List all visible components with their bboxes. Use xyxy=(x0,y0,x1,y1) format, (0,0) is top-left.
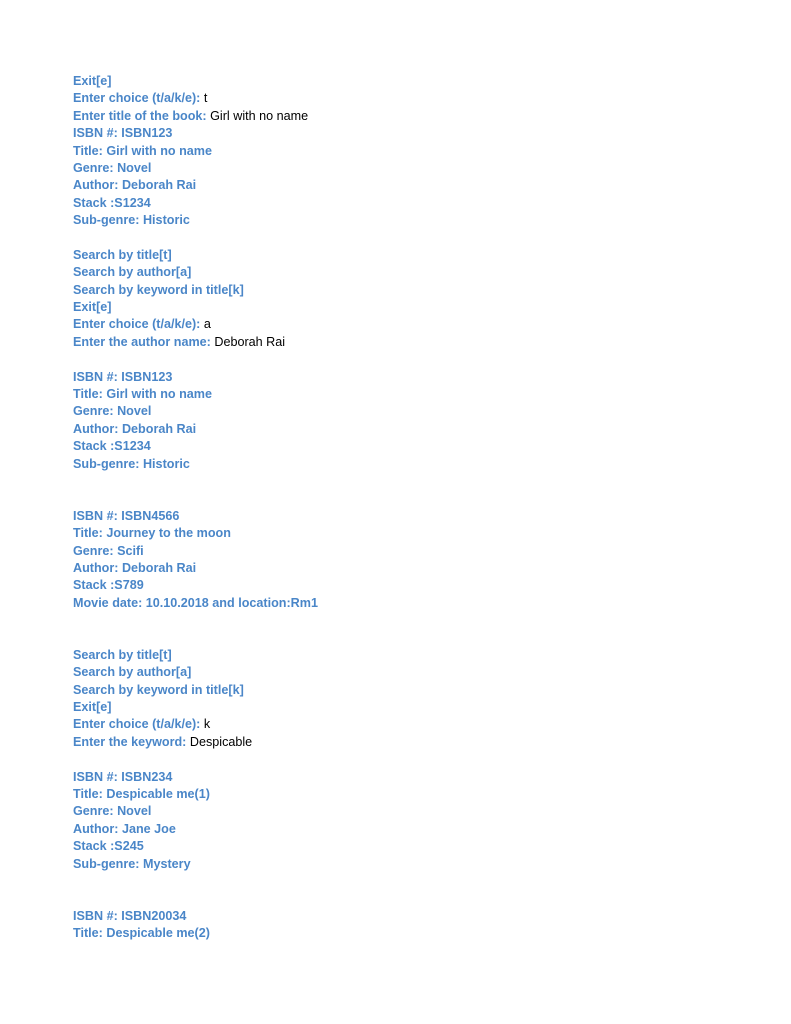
transcript-line xyxy=(73,177,753,194)
output-text: Title: Despicable me(1) xyxy=(73,787,210,802)
user-input-text: t xyxy=(203,91,208,106)
output-text: Enter choice (t/a/k/e): xyxy=(73,317,204,332)
transcript-line xyxy=(73,247,753,264)
transcript-line xyxy=(73,438,753,455)
transcript-line xyxy=(73,664,753,681)
user-input-text: a xyxy=(203,317,211,332)
transcript-line xyxy=(73,334,753,351)
transcript-line xyxy=(73,577,753,594)
transcript-line xyxy=(73,682,753,699)
transcript-line xyxy=(73,73,753,90)
transcript-line xyxy=(73,543,753,560)
output-text: Exit[e] xyxy=(73,700,112,715)
transcript-line xyxy=(73,421,753,438)
output-text: Search by author[a] xyxy=(73,665,192,680)
transcript-line xyxy=(73,716,753,733)
transcript-line xyxy=(73,769,753,786)
transcript-line xyxy=(73,212,753,229)
output-text: ISBN #: ISBN4566 xyxy=(73,508,180,523)
transcript-line xyxy=(73,647,753,664)
transcript-line xyxy=(73,125,753,142)
output-text: Sub-genre: Historic xyxy=(73,213,190,228)
output-text: Exit[e] xyxy=(73,300,112,315)
output-text: Sub-genre: Historic xyxy=(73,456,190,471)
transcript-line xyxy=(73,508,753,525)
output-text: Sub-genre: Mystery xyxy=(73,856,191,871)
blank-line xyxy=(73,612,753,629)
output-text: Enter the keyword: xyxy=(73,734,190,749)
transcript-line xyxy=(73,525,753,542)
user-input-text: Deborah Rai xyxy=(214,334,286,349)
output-text: Enter title of the book: xyxy=(73,108,211,123)
output-text: Genre: Scifi xyxy=(73,543,144,558)
blank-line xyxy=(73,751,753,768)
output-text: Search by title[t] xyxy=(73,647,172,662)
output-text: ISBN #: ISBN123 xyxy=(73,369,173,384)
transcript-line xyxy=(73,160,753,177)
output-text: Title: Despicable me(2) xyxy=(73,926,210,941)
output-text: Search by author[a] xyxy=(73,265,192,280)
output-text: Enter choice (t/a/k/e): xyxy=(73,91,204,106)
transcript-line xyxy=(73,595,753,612)
blank-line xyxy=(73,351,753,368)
transcript-line xyxy=(73,264,753,281)
transcript-line xyxy=(73,282,753,299)
output-text: Exit[e] xyxy=(73,74,112,88)
transcript-line xyxy=(73,821,753,838)
blank-line xyxy=(73,473,753,490)
output-text: Enter the author name: xyxy=(73,334,215,349)
blank-line xyxy=(73,490,753,507)
transcript-line xyxy=(73,856,753,873)
output-text: Author: Jane Joe xyxy=(73,821,176,836)
output-text: Enter choice (t/a/k/e): xyxy=(73,717,204,732)
transcript-line xyxy=(73,699,753,716)
transcript-line xyxy=(73,195,753,212)
transcript-line xyxy=(73,403,753,420)
blank-line xyxy=(73,873,753,890)
transcript-line xyxy=(73,316,753,333)
blank-line xyxy=(73,230,753,247)
output-text: Genre: Novel xyxy=(73,160,152,175)
output-text: Stack :S789 xyxy=(73,578,144,593)
transcript-line xyxy=(73,456,753,473)
user-input-text: k xyxy=(203,717,211,732)
transcript-line xyxy=(73,299,753,316)
transcript-line xyxy=(73,386,753,403)
output-text: Stack :S1234 xyxy=(73,195,151,210)
output-text: ISBN #: ISBN234 xyxy=(73,769,173,784)
output-text: Search by title[t] xyxy=(73,247,172,262)
blank-line xyxy=(73,630,753,647)
user-input-text: Despicable xyxy=(189,734,253,749)
output-text: Title: Girl with no name xyxy=(73,387,213,402)
output-text: Movie date: 10.10.2018 and location:Rm1 xyxy=(73,595,318,610)
transcript-line xyxy=(73,925,753,942)
transcript-line xyxy=(73,838,753,855)
output-text: Author: Deborah Rai xyxy=(73,560,197,575)
output-text: ISBN #: ISBN20034 xyxy=(73,908,187,923)
console-transcript-document xyxy=(73,73,753,943)
transcript-line xyxy=(73,143,753,160)
output-text: Title: Journey to the moon xyxy=(73,526,231,541)
transcript-line xyxy=(73,734,753,751)
transcript-line xyxy=(73,369,753,386)
output-text: Author: Deborah Rai xyxy=(73,421,197,436)
output-text: Author: Deborah Rai xyxy=(73,178,197,193)
transcript-line xyxy=(73,560,753,577)
user-input-text: Girl with no name xyxy=(210,108,309,123)
output-text: Stack :S245 xyxy=(73,839,144,854)
output-text: ISBN #: ISBN123 xyxy=(73,126,173,141)
transcript-line xyxy=(73,803,753,820)
transcript-line xyxy=(73,908,753,925)
blank-line xyxy=(73,890,753,907)
output-text: Stack :S1234 xyxy=(73,439,151,454)
output-text: Genre: Novel xyxy=(73,804,152,819)
transcript-line xyxy=(73,108,753,125)
output-text: Genre: Novel xyxy=(73,404,152,419)
output-text: Search by keyword in title[k] xyxy=(73,682,244,697)
output-text: Search by keyword in title[k] xyxy=(73,282,244,297)
output-text: Title: Girl with no name xyxy=(73,143,213,158)
transcript-line xyxy=(73,90,753,107)
transcript-line xyxy=(73,786,753,803)
